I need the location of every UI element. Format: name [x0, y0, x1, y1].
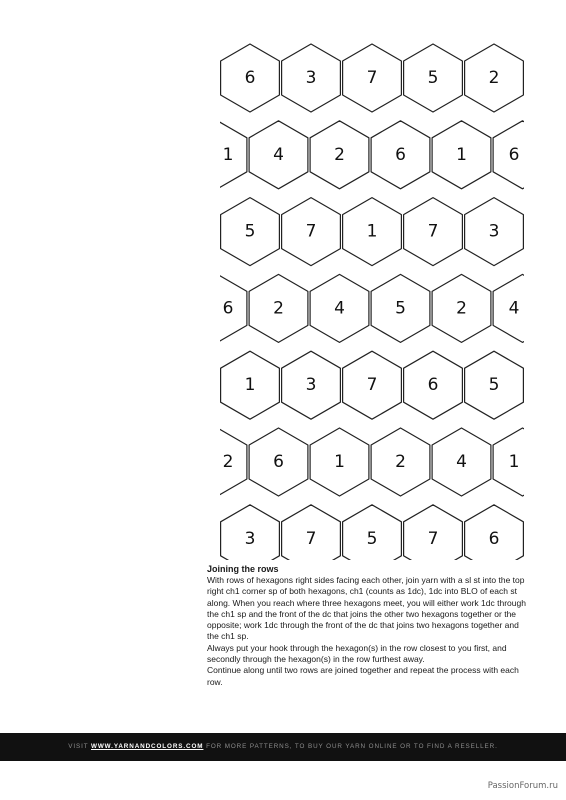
hexagon-number: 7	[366, 375, 378, 396]
hexagon-number: 1	[456, 144, 467, 165]
watermark: PassionForum.ru	[487, 781, 558, 791]
paragraph-joining: With rows of hexagons right sides facing each other, join yarn with a sl st into the top right ch1 corner sp of both hexagons, ch1 (counts as 1dc), 1dc into BLO of each st along. When you reach where three hexagons meet, you will either work 1dc through the ch1 sp and the front of the dc that joins the other two hexagons together or the opposite; work 1dc through the front of the dc that joins two hexagons together and the ch1 sp.	[207, 575, 526, 642]
hexagon-number: 5	[395, 298, 406, 319]
hexagon-number: 6	[222, 298, 234, 319]
hexagon-number: 7	[427, 528, 439, 549]
hexagon-number: 7	[305, 221, 317, 242]
paragraph-continue: Continue along until two rows are joined together and repeat the process with each row.	[207, 665, 519, 687]
hexagon-number: 4	[508, 298, 520, 319]
hexagon-number: 7	[427, 221, 439, 242]
hexagon-number: 1	[244, 375, 256, 396]
hexagon-number: 1	[222, 144, 234, 165]
footer-banner	[0, 733, 566, 761]
hexagon-number: 6	[427, 375, 439, 396]
hexagon	[188, 428, 247, 496]
hexagon-number: 3	[244, 528, 256, 549]
hexagon-number: 6	[508, 144, 520, 165]
hexagon-number: 3	[305, 68, 317, 88]
hexagon-number: 1	[508, 452, 520, 472]
hexagon-number: 5	[366, 528, 378, 549]
hexagon-number: 5	[244, 221, 256, 242]
paragraph-hook: Always put your hook through the hexagon(s) in the row closest to you first, and secondly through the hexagon(s) in the row furthest away.	[207, 642, 507, 665]
hexagon	[493, 121, 552, 189]
hexagon-number: 2	[273, 298, 284, 319]
hexagon-number: 3	[488, 221, 500, 242]
footer-suffix: FOR MORE PATTERNS, TO BUY OUR YARN ONLINE OR TO FIND A RESELLER.	[203, 743, 498, 750]
hexagon-number: 2	[395, 452, 406, 472]
hexagon	[188, 121, 247, 189]
hexagon-number: 6	[395, 144, 406, 165]
hexagon	[493, 274, 552, 342]
hexagon-number: 5	[427, 68, 439, 88]
article	[207, 564, 527, 688]
section-title: Joining the rows	[207, 564, 279, 574]
hexagon-number: 7	[305, 528, 317, 549]
hexagon-number: 2	[456, 298, 467, 319]
hexagon-number: 4	[456, 452, 467, 472]
hexagon-number: 7	[366, 68, 378, 88]
hexagon-number: 5	[488, 375, 500, 396]
footer-prefix: VISIT	[68, 743, 91, 750]
hexagon-number: 6	[244, 68, 256, 88]
footer-website-link[interactable]: WWW.YARNANDCOLORS.COM	[91, 743, 204, 750]
hexagon-number: 6	[488, 528, 500, 549]
hexagon-number: 6	[273, 452, 284, 472]
hexagon-number: 2	[488, 68, 500, 88]
hexagon-number: 1	[366, 221, 378, 242]
hexagon-number: 2	[334, 144, 345, 165]
hexagon-number: 1	[334, 452, 345, 472]
hexagon-number: 2	[222, 452, 234, 472]
hexagon-number: 3	[305, 375, 317, 396]
hexagon-number: 4	[273, 144, 284, 165]
hexagon	[188, 274, 247, 342]
hexagon-number: 4	[334, 298, 345, 319]
hexagon	[493, 428, 552, 496]
